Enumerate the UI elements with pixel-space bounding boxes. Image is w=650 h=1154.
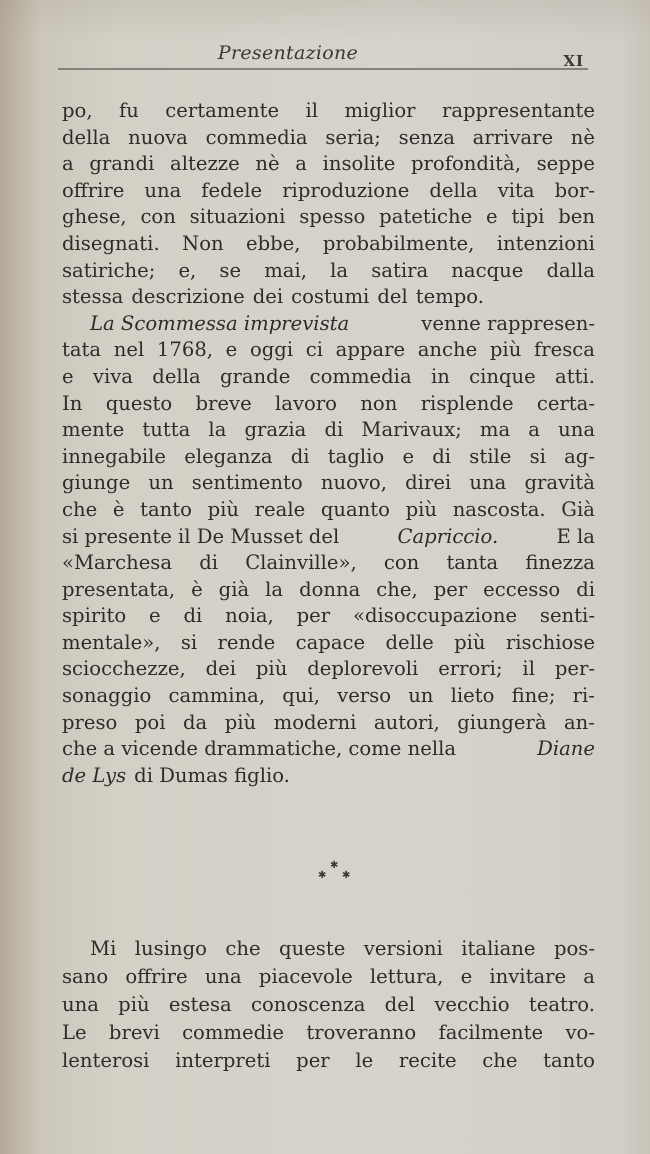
word: verso (337, 684, 392, 708)
word: Clainville», (245, 551, 357, 575)
word: che (482, 1049, 518, 1072)
text-line (62, 630, 595, 657)
text-line (62, 178, 595, 205)
word: errori; (438, 657, 503, 681)
word: lenterosi (62, 1049, 150, 1072)
word: di (183, 604, 203, 628)
word: ebbe, (245, 231, 301, 255)
word: da (182, 710, 208, 734)
play-title-diane: Diane (537, 737, 595, 761)
word: an- (564, 710, 595, 734)
text-line (62, 284, 595, 311)
text-fragment: E la (556, 524, 595, 548)
word: lieto (450, 684, 495, 708)
text-line (62, 1019, 595, 1047)
word: commedia (205, 125, 308, 149)
word: ma (479, 418, 511, 442)
word: rappresentante (441, 99, 595, 122)
word: spesso (299, 205, 366, 229)
word: e (486, 205, 498, 229)
word: non (360, 391, 398, 415)
word: fu (119, 99, 139, 122)
word: recite (398, 1049, 457, 1072)
word: appare (335, 338, 406, 362)
word: tempo. (415, 285, 484, 309)
word: a (528, 418, 540, 442)
word: se (219, 258, 242, 282)
word: di (324, 418, 344, 442)
play-title-capriccio: Capriccio. (397, 524, 499, 548)
text-line (62, 258, 595, 285)
text-line (62, 417, 595, 444)
text-line-paragraph-start (62, 311, 595, 338)
word: più (224, 710, 257, 734)
text-block-1 (62, 98, 595, 789)
text-line (62, 125, 595, 152)
text-line (62, 991, 595, 1019)
word: certa- (536, 391, 595, 415)
word: presentata, (62, 577, 176, 601)
word: conoscenza (250, 993, 366, 1016)
text-line (62, 550, 595, 577)
running-header (58, 38, 588, 74)
word: più (118, 993, 150, 1016)
word: grande (219, 364, 291, 388)
word: e, (178, 258, 197, 282)
word: pos- (553, 937, 595, 960)
word: deplorevoli (307, 657, 419, 681)
text-line (62, 231, 595, 258)
word: ri- (572, 684, 595, 708)
word: spirito (62, 604, 127, 628)
word: dei (205, 657, 237, 681)
word: le (355, 1049, 374, 1072)
word: una (558, 418, 595, 442)
word: questo (105, 391, 173, 415)
word: altezze (170, 152, 240, 176)
word: atti. (555, 364, 595, 388)
word: della (152, 364, 201, 388)
word: seria; (325, 125, 381, 149)
word: sano (62, 965, 109, 988)
word: mente (62, 418, 125, 442)
text-line (62, 391, 595, 418)
word: nè (255, 152, 280, 176)
word: nel (113, 338, 145, 362)
word: delle (385, 630, 434, 654)
text-line (62, 470, 595, 497)
word: un (148, 471, 174, 495)
text-line (62, 204, 595, 231)
word: fine; (511, 684, 556, 708)
word: di (199, 551, 219, 575)
word: finezza (525, 551, 595, 575)
word: versioni (363, 937, 443, 960)
word: brevi (108, 1021, 160, 1044)
word: di (432, 444, 452, 468)
word: sciocchezze, (62, 657, 186, 681)
word: taglio (327, 444, 385, 468)
word: grandi (89, 152, 155, 176)
word: Non (182, 231, 224, 255)
word: viva (92, 364, 133, 388)
word: grazia (244, 418, 307, 442)
word: cammina, (168, 684, 266, 708)
word: teatro. (528, 993, 595, 1016)
word: tipi (511, 205, 545, 229)
word: con (140, 205, 176, 229)
text-line (62, 763, 595, 790)
word: e (460, 965, 473, 988)
word: rende (217, 630, 276, 654)
word: per- (554, 657, 595, 681)
section-break-dinkus (318, 860, 358, 890)
word: noia, (225, 604, 274, 628)
word: mentale», (62, 630, 161, 654)
word: ag- (564, 444, 595, 468)
word: del (384, 993, 416, 1016)
word: una (469, 471, 507, 495)
word: satiriche; (62, 258, 156, 282)
word: più (207, 497, 240, 521)
word: stessa (62, 285, 124, 309)
word: arrivare (472, 125, 554, 149)
word: fresca (533, 338, 595, 362)
text-block-2 (62, 935, 595, 1075)
word: insolite (322, 152, 396, 176)
word: piacevole (258, 965, 353, 988)
word: probabilmente, (322, 231, 475, 255)
word: donna (299, 577, 361, 601)
word: senti- (539, 604, 595, 628)
word: a (583, 965, 595, 988)
word: una (204, 965, 242, 988)
word: della (429, 178, 478, 202)
word: moderni (273, 710, 357, 734)
text-line (62, 98, 595, 125)
word: Marivaux; (361, 418, 462, 442)
word: la (208, 418, 227, 442)
text-line (62, 656, 595, 683)
text-line (62, 1047, 595, 1075)
text-fragment: venne rappresen- (421, 311, 595, 335)
word: che (225, 937, 261, 960)
word: ben (558, 205, 595, 229)
text-fragment: che a vicende drammatiche, come nella (62, 737, 457, 761)
word: tanta (446, 551, 499, 575)
word: per (433, 577, 468, 601)
word: anche (417, 338, 478, 362)
word: costumi (291, 285, 370, 309)
word: del (377, 285, 408, 309)
text-line (62, 364, 595, 391)
word: capace (295, 630, 366, 654)
word: della (62, 125, 111, 149)
word: vo- (565, 1021, 595, 1044)
word: direi (405, 471, 452, 495)
word: giunge (62, 471, 131, 495)
word: lusingo (134, 937, 207, 960)
word: 1768, (156, 338, 214, 362)
text-line (62, 524, 595, 551)
word: commedia (309, 364, 412, 388)
word: lettura, (369, 965, 444, 988)
asterism-star-icon: ✱ (342, 870, 351, 881)
word: Mi (90, 937, 117, 960)
page-number: XI (563, 52, 584, 70)
word: che (62, 497, 98, 521)
word: poi (134, 710, 166, 734)
word: preso (62, 710, 118, 734)
word: senza (398, 125, 455, 149)
word: di (576, 577, 595, 601)
word: certamente (165, 99, 280, 122)
word: quanto (320, 497, 390, 521)
word: e (225, 338, 238, 362)
word: profondità, (410, 152, 521, 176)
word: commedie (182, 1021, 285, 1044)
text-line (62, 151, 595, 178)
word: oggi (249, 338, 294, 362)
word: seppe (536, 152, 595, 176)
text-line (62, 497, 595, 524)
word: sentimento (191, 471, 303, 495)
word: innegabile (62, 444, 166, 468)
word: nuovo, (320, 471, 387, 495)
word: più (255, 657, 288, 681)
word: situazioni (189, 205, 286, 229)
word: è (112, 497, 125, 521)
word: il (522, 657, 535, 681)
word: eleganza (184, 444, 273, 468)
text-line-paragraph-start (62, 935, 595, 963)
text-line (62, 337, 595, 364)
word: eccesso (483, 577, 561, 601)
word: ci (305, 338, 323, 362)
word: più (489, 338, 522, 362)
word: cinque (469, 364, 536, 388)
word: troveranno (306, 1021, 417, 1044)
word: più (405, 497, 438, 521)
word: riproduzione (282, 178, 410, 202)
header-rule (58, 68, 588, 70)
word: italiane (461, 937, 536, 960)
word: nuova (128, 125, 188, 149)
word: tanto (140, 497, 192, 521)
text-line (62, 683, 595, 710)
word: In (62, 391, 83, 415)
text-line (62, 736, 595, 763)
play-title-scommessa: La Scommessa imprevista (90, 311, 350, 335)
word: facilmente (438, 1021, 544, 1044)
word: nacque (451, 258, 524, 282)
word: Le (62, 1021, 87, 1044)
word: tata (62, 338, 102, 362)
word: la (330, 258, 349, 282)
word: una (144, 178, 182, 202)
word: estesa (168, 993, 232, 1016)
word: di (290, 444, 310, 468)
word: offrire (125, 965, 188, 988)
word: reale (254, 497, 306, 521)
text-line (62, 444, 595, 471)
word: tutta (142, 418, 191, 442)
asterism-star-icon: ✱ (318, 870, 327, 881)
word: miglior (344, 99, 416, 122)
word: breve (195, 391, 252, 415)
word: che, (376, 577, 418, 601)
word: bor- (554, 178, 595, 202)
word: risplende (420, 391, 514, 415)
word: «disoccupazione (353, 604, 518, 628)
word: gravità (524, 471, 595, 495)
word: queste (279, 937, 346, 960)
word: giungerà (457, 710, 547, 734)
word: patetiche (379, 205, 473, 229)
asterism-star-icon: ✱ (330, 860, 339, 871)
page-shadow-top (0, 0, 650, 40)
word: si (529, 444, 546, 468)
word: lavoro (275, 391, 337, 415)
word: a (62, 152, 74, 176)
word: in (430, 364, 450, 388)
word: nascosta. (452, 497, 546, 521)
word: un (408, 684, 434, 708)
word: dei (252, 285, 284, 309)
word: po, (62, 99, 93, 122)
word: disegnati. (62, 231, 160, 255)
word: intenzioni (496, 231, 595, 255)
text-fragment: si presente il De Musset del (62, 524, 340, 548)
word: e (149, 604, 161, 628)
word: il (305, 99, 319, 122)
word: dalla (546, 258, 595, 282)
word: descrizione (131, 285, 245, 309)
word: interpreti (175, 1049, 271, 1072)
word: già (218, 577, 250, 601)
word: fedele (201, 178, 263, 202)
word: vecchio (434, 993, 510, 1016)
word: tanto (543, 1049, 595, 1072)
word: una (62, 993, 99, 1016)
word: con (383, 551, 420, 575)
word: «Marchesa (62, 551, 173, 575)
word: autori, (373, 710, 440, 734)
word: ghese, (62, 205, 127, 229)
word: mai, (264, 258, 307, 282)
word: a (295, 152, 307, 176)
text-fragment: di Dumas figlio. (134, 763, 290, 787)
text-line (62, 963, 595, 991)
word: la (265, 577, 284, 601)
word: per (296, 604, 331, 628)
word: satira (371, 258, 429, 282)
word: nè (570, 125, 595, 149)
word: qui, (282, 684, 320, 708)
word: più (454, 630, 486, 654)
word: e (402, 444, 415, 468)
play-title-de-lys: de Lys (62, 763, 127, 787)
word: offrire (62, 178, 125, 202)
word: si (180, 630, 198, 654)
text-line (62, 577, 595, 604)
running-title: Presentazione (217, 42, 359, 64)
word: Già (561, 497, 595, 521)
text-line (62, 603, 595, 630)
word: stile (469, 444, 512, 468)
word: è (191, 577, 203, 601)
word: per (296, 1049, 330, 1072)
word: vita (497, 178, 535, 202)
text-line (62, 710, 595, 737)
word: e (62, 364, 74, 388)
word: rischiose (505, 630, 595, 654)
page-gutter-shadow (0, 0, 40, 1154)
word: invitare (489, 965, 567, 988)
word: sonaggio (62, 684, 152, 708)
